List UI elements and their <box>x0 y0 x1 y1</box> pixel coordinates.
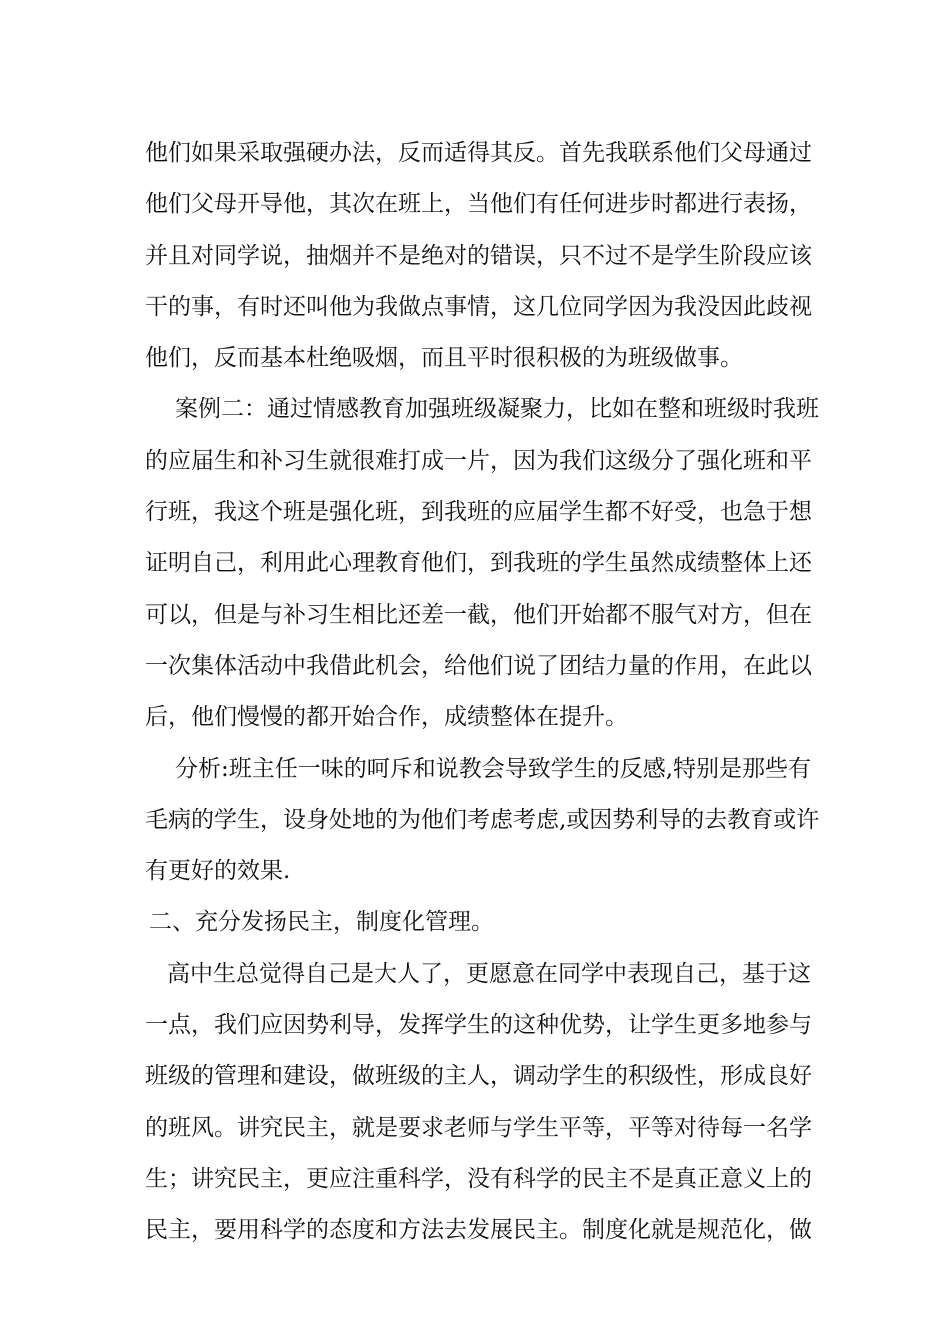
text-line: 毛病的学生，设身处地的为他们考虑考虑,或因势利导的去教育或许 <box>145 806 820 833</box>
text-line: 民主，要用科学的态度和方法去发展民主。制度化就是规范化，做 <box>145 1217 812 1244</box>
text-line: 可以，但是与补习生相比还差一截，他们开始都不服气对方，但在 <box>145 601 812 628</box>
section-heading: 二、充分发扬民主，制度化管理。 <box>149 909 494 936</box>
text-line: 干的事，有时还叫他为我做点事情，这几位同学因为我没因此歧视 <box>145 293 812 320</box>
text-line: 生；讲究民主，更应注重科学，没有科学的民主不是真正意义上的 <box>145 1165 812 1192</box>
text-line: 他们如果采取强硬办法，反而适得其反。首先我联系他们父母通过 <box>145 140 812 166</box>
text-line: 他们父母开导他，其次在班上，当他们有任何进步时都进行表扬， <box>145 191 812 218</box>
text-line: 一次集体活动中我借此机会，给他们说了团结力量的作用，在此以 <box>145 652 812 679</box>
text-line: 班级的管理和建设，做班级的主人，调动学生的积级性，形成良好 <box>145 1063 812 1090</box>
text-line: 案例二：通过情感教育加强班级凝聚力，比如在整和班级时我班 <box>175 396 819 423</box>
text-line: 他们，反而基本杜绝吸烟，而且平时很积极的为班级做事。 <box>145 345 743 372</box>
text-line: 后，他们慢慢的都开始合作，成绩整体在提升。 <box>145 704 628 731</box>
text-line: 高中生总觉得自己是大人了，更愿意在同学中表现自己，基于这 <box>167 960 811 987</box>
text-line: 行班，我这个班是强化班，到我班的应届学生都不好受，也急于想 <box>145 499 812 526</box>
text-line: 一点，我们应因势利导，发挥学生的这种优势，让学生更多地参与 <box>145 1012 812 1039</box>
text-line: 证明自己，利用此心理教育他们，到我班的学生虽然成绩整体上还 <box>145 550 812 577</box>
text-line: 分析:班主任一味的呵斥和说教会导致学生的反感,特别是那些有 <box>175 755 812 782</box>
body-text <box>145 128 820 1257</box>
text-line: 的应届生和补习生就很难打成一片，因为我们这级分了强化班和平 <box>145 447 812 474</box>
text-line: 并且对同学说，抽烟并不是绝对的错误，只不过不是学生阶段应该 <box>145 242 812 269</box>
text-line: 有更好的效果. <box>145 858 291 885</box>
text-line: 的班风。讲究民主，就是要求老师与学生平等，平等对待每一名学 <box>145 1114 812 1141</box>
